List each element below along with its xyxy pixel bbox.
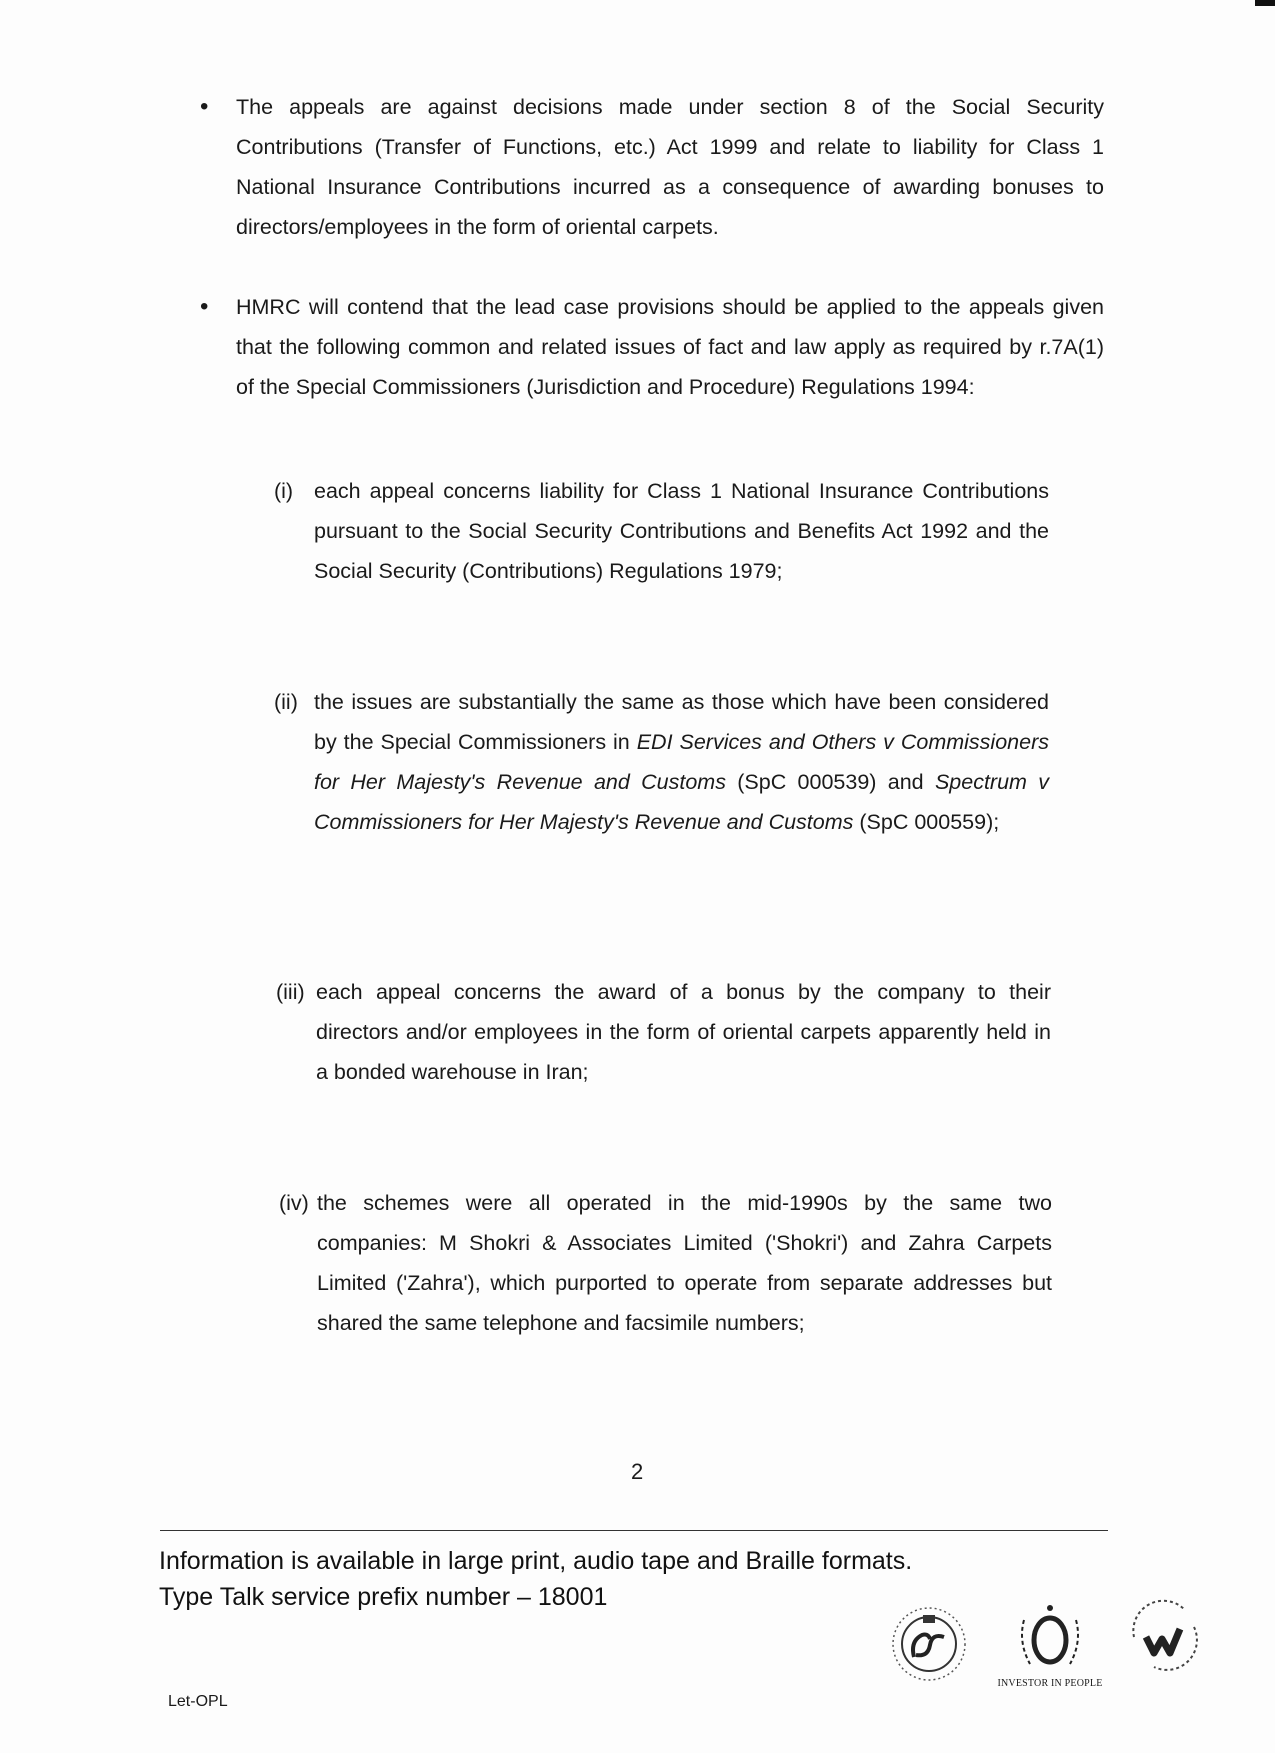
subitem-iii: [276, 972, 1051, 1092]
positive-about-disabled-people-logo-icon: [1124, 1597, 1204, 1677]
text-run: (SpC 000539) and: [725, 770, 935, 794]
text-run: the issues are substantially the same as those which have been considered by the Special Commissioners in: [314, 690, 1049, 754]
bullet-dot-icon: •: [200, 293, 209, 320]
text-run: (SpC 000559);: [853, 810, 1000, 834]
document-reference: Let-OPL: [168, 1693, 228, 1710]
chartermark-logo-icon: [890, 1605, 968, 1683]
bullet-paragraph-lead-case: [200, 287, 1104, 407]
investor-in-people-logo: [990, 1602, 1110, 1692]
footer-line-formats: Information is available in large print, audio tape and Braille formats.: [159, 1547, 913, 1575]
bullet-text: HMRC will contend that the lead case provisions should be applied to the appeals given that the following common and related issues of fact and law apply as required by r.7A(1) of the Special Commissioners (Jurisdiction and Procedure) Regulations 1994:: [236, 295, 1104, 399]
subitem-text: each appeal concerns the award of a bonus by the company to their directors and/or employees in the form of oriental carpets apparently held in a bonded warehouse in Iran;: [316, 980, 1051, 1084]
investor-in-people-label: INVESTOR IN PEOPLE: [997, 1678, 1103, 1689]
case-name-edi: EDI Services and Others v Commissioners for Her Majesty's Revenue and Customs: [314, 730, 1049, 794]
bullet-text: The appeals are against decisions made under section 8 of the Social Security Contributions (Transfer of Functions, etc.) Act 1999 and relate to liability for Class 1 National Insurance Contributions incurred as a consequence of awarding bonuses to directors/employees in the form of oriental carpets.: [236, 95, 1104, 239]
subitem-label: (iv): [279, 1191, 309, 1215]
scan-edge-mark: [1255, 0, 1275, 6]
page-number: 2: [631, 1459, 644, 1484]
subitem-text: each appeal concerns liability for Class 1 National Insurance Contributions pursuant to the Social Security Contributions and Benefits Act 1992 and the Social Security (Contributions) Regulations 1979;: [314, 479, 1049, 583]
subitem-label: (iii): [276, 980, 305, 1004]
case-name-spectrum: Spectrum v Commissioners for Her Majesty's Revenue and Customs: [314, 770, 1049, 834]
bullet-dot-icon: •: [200, 93, 209, 120]
subitem-text: [314, 682, 1049, 842]
footer-divider: [160, 1530, 1108, 1531]
subitem-label: (i): [274, 479, 294, 503]
subitem-i: [274, 471, 1049, 591]
subitem-text: the schemes were all operated in the mid-1990s by the same two companies: M Shokri & Associates Limited ('Shokri') and Zahra Carpets Limited ('Zahra'), which purported to operate from separate addresses but shared the same telephone and facsimile numbers;: [317, 1191, 1052, 1335]
bullet-paragraph-appeals: [200, 87, 1104, 247]
footer-accessibility-info: [159, 1543, 912, 1615]
subitem-label: (ii): [274, 690, 298, 714]
subitem-ii: [274, 682, 1049, 842]
footer-line-typetalk: Type Talk service prefix number – 18001: [159, 1583, 608, 1611]
subitem-iv: [279, 1183, 1052, 1343]
